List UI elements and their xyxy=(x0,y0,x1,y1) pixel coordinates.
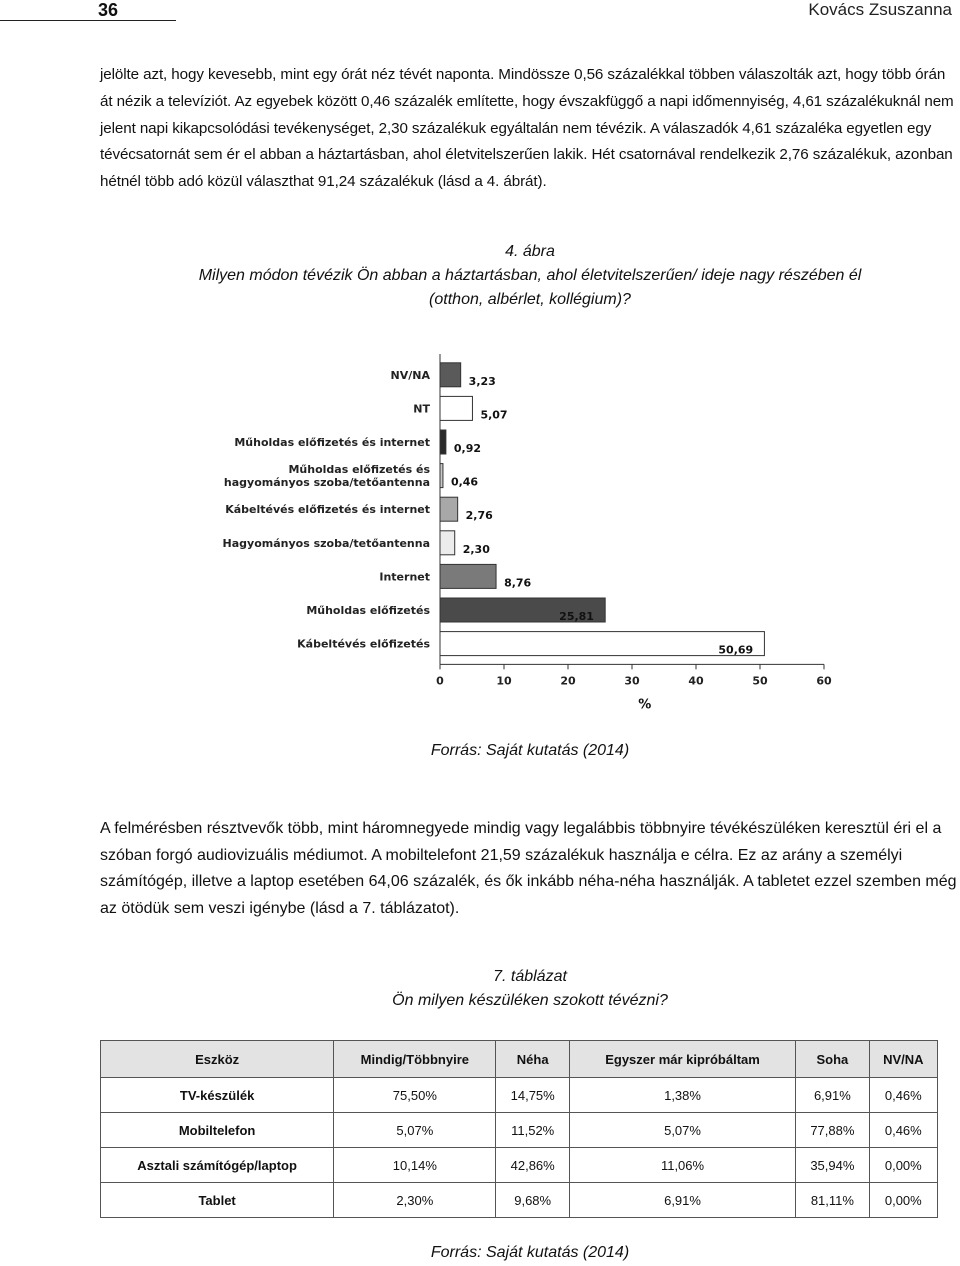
header-cell: Eszköz xyxy=(101,1041,334,1078)
table-title: Ön milyen készüléken szokott tévézni? xyxy=(392,992,668,1009)
header-cell: Mindig/Többnyire xyxy=(334,1041,496,1078)
header-cell: NV/NA xyxy=(869,1041,937,1078)
figure-title-line2: (otthon, albérlet, kollégium)? xyxy=(429,291,631,308)
category-label: hagyományos szoba/tetőantenna xyxy=(223,476,430,490)
table-cell: 11,52% xyxy=(496,1113,569,1148)
row-label: Asztali számítógép/laptop xyxy=(101,1148,334,1183)
category-label: Műholdas előfizetés és internet xyxy=(234,436,430,449)
category-label: Kábeltévés előfizetés xyxy=(297,637,430,651)
table-cell: 6,91% xyxy=(796,1078,869,1113)
header-cell: Néha xyxy=(496,1041,569,1078)
category-label: NV/NA xyxy=(390,368,430,382)
running-head: Kovács Zsuszanna xyxy=(808,0,952,19)
x-tick-label: 0 xyxy=(436,674,444,688)
chart-bar xyxy=(440,363,461,387)
chart-bar xyxy=(440,464,443,488)
data-label: 25,81 xyxy=(559,610,594,623)
header-cell: Egyszer már kipróbáltam xyxy=(569,1041,795,1078)
chart-bar xyxy=(440,430,446,454)
table-cell: 0,46% xyxy=(869,1113,937,1148)
table-cell: 6,91% xyxy=(569,1183,795,1218)
data-label: 0,46 xyxy=(450,475,479,489)
table-cell: 5,07% xyxy=(569,1113,795,1148)
table-row xyxy=(101,1183,938,1218)
bar-chart-svg xyxy=(220,350,860,730)
table-row xyxy=(101,1078,938,1113)
table-cell: 5,07% xyxy=(334,1113,496,1148)
table-row xyxy=(101,1113,938,1148)
bar-chart xyxy=(220,350,860,730)
table-cell: 9,68% xyxy=(496,1183,569,1218)
table-cell: 2,30% xyxy=(334,1183,496,1218)
category-label: Műholdas előfizetés és xyxy=(288,463,430,477)
chart-bar xyxy=(440,396,472,420)
table-source: Forrás: Saját kutatás (2014) xyxy=(430,1244,630,1261)
body-paragraph-2: A felmérésben résztvevők több, mint háromnegyede mindig vagy legalábbis többnyire tévékészüléken keresztül éri el a szóban forgó audiovizuális médiumot. A mobiltelefont 21,59 százalékuk használja e célra. Ez az arány a személyi számítógép, illetve a laptop esetében 64,06 százalék, és ők inkább néha-néha használják. A tabletet ezzel szemben még az ötödük sem veszi igénybe (lásd a 7. táblázatot). xyxy=(100,820,957,917)
table-cell: 77,88% xyxy=(796,1113,869,1148)
table-number: 7. táblázat xyxy=(493,968,567,985)
table-cell: 42,86% xyxy=(496,1148,569,1183)
category-label: Internet xyxy=(379,570,430,584)
data-label: 50,69 xyxy=(718,643,754,657)
data-label: 8,76 xyxy=(504,576,532,590)
table-row xyxy=(101,1148,938,1183)
header-rule xyxy=(0,20,176,21)
body-paragraph-1: jelölte azt, hogy kevesebb, mint egy órát néz tévét naponta. Mindössze 0,56 százalékkal többen válaszolták azt, hogy több órán át nézik a televíziót. Az egyebek között 0,46 százalék említette, hogy évszakfüggő a napi időmennyiség, 4,61 százalékuknál nem jelent napi kikapcsolódási tevékenységet, 2,30 százalékuk egyáltalán nem tévézik. A válaszadók 4,61 százaléka egyetlen egy tévécsatornát sem ér el abban a háztartásban, ahol életvitelszerűen lakik. Hét csatornával rendelkezik 2,76 százalékuk, azonban hétnél több adó közül választhat 91,24 százalékuk (lásd a 4. ábrát). xyxy=(100,66,954,191)
chart-bar xyxy=(440,564,496,588)
table-cell: 81,11% xyxy=(796,1183,869,1218)
x-axis-label: % xyxy=(638,697,652,713)
x-tick-label: 50 xyxy=(752,674,768,688)
figure-number: 4. ábra xyxy=(505,243,555,260)
table-cell: 14,75% xyxy=(496,1078,569,1113)
table-cell: 1,38% xyxy=(569,1078,795,1113)
row-label: Mobiltelefon xyxy=(101,1113,334,1148)
figure-source: Forrás: Saját kutatás (2014) xyxy=(430,742,630,759)
category-label: NT xyxy=(413,402,430,416)
table-header-row xyxy=(101,1041,938,1078)
x-tick-label: 20 xyxy=(560,674,576,688)
table-cell: 10,14% xyxy=(334,1148,496,1183)
category-label: Kábeltévés előfizetés és internet xyxy=(225,503,430,517)
figure-title: Milyen módon tévézik Ön abban a háztartásban, ahol életvitelszerűen/ ideje nagy részében él xyxy=(198,267,862,284)
x-tick-label: 30 xyxy=(624,674,640,688)
category-label: Hagyományos szoba/tetőantenna xyxy=(222,536,430,550)
row-label: Tablet xyxy=(101,1183,334,1218)
x-tick-label: 40 xyxy=(688,674,704,688)
device-table xyxy=(100,1040,938,1218)
x-tick-label: 10 xyxy=(496,674,512,688)
table-cell: 35,94% xyxy=(796,1148,869,1183)
page-number: 36 xyxy=(98,0,119,20)
chart-bar xyxy=(440,497,458,521)
chart-bar xyxy=(440,632,764,656)
table-cell: 75,50% xyxy=(334,1078,496,1113)
row-label: TV-készülék xyxy=(101,1078,334,1113)
data-label: 0,92 xyxy=(453,442,482,455)
x-tick-label: 60 xyxy=(816,674,832,688)
data-label: 2,76 xyxy=(465,509,493,523)
chart-bar xyxy=(440,531,455,555)
data-label: 2,30 xyxy=(462,542,490,556)
table-cell: 0,46% xyxy=(869,1078,937,1113)
table-cell: 0,00% xyxy=(869,1183,937,1218)
header-cell: Soha xyxy=(796,1041,869,1078)
data-label: 3,23 xyxy=(468,374,496,388)
table-cell: 11,06% xyxy=(569,1148,795,1183)
table-cell: 0,00% xyxy=(869,1148,937,1183)
data-label: 5,07 xyxy=(480,408,508,422)
category-label: Műholdas előfizetés xyxy=(306,604,430,617)
